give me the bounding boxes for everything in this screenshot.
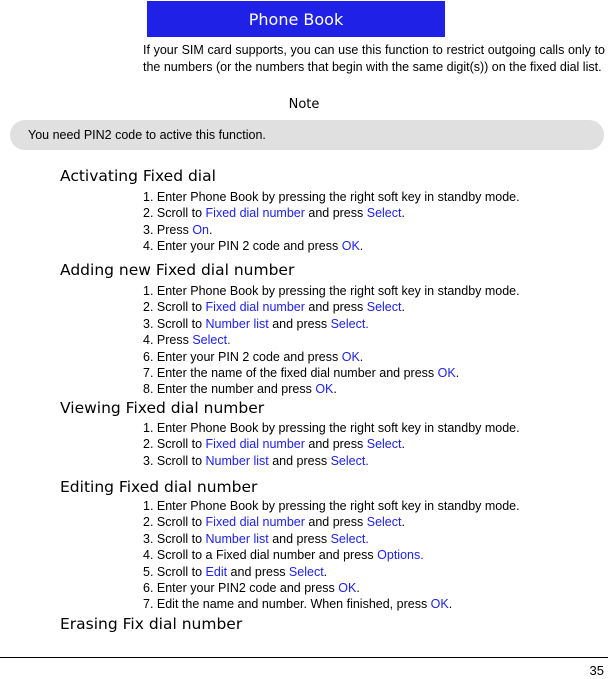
section-title-editing: Editing Fixed dial number	[60, 478, 258, 496]
highlighted-term: OK	[341, 239, 360, 254]
highlighted-term: Number list	[205, 531, 269, 546]
step-item: 4. Press Select.	[143, 333, 231, 348]
steps-viewing	[143, 420, 520, 469]
page-banner	[147, 1, 445, 37]
steps-activating	[143, 189, 520, 255]
step-item: 3. Scroll to Number list and press Select.	[143, 453, 369, 468]
step-item: 4. Scroll to a Fixed dial number and press Options.	[143, 548, 424, 563]
highlighted-term: OK	[338, 581, 357, 596]
highlighted-term: Edit	[205, 564, 228, 579]
highlighted-term: Fixed dial number	[205, 515, 305, 530]
note-heading: Note	[288, 97, 320, 112]
highlighted-term: Select	[366, 437, 402, 452]
note-box	[10, 120, 604, 150]
note-text: You need PIN2 code to active this function.	[28, 128, 266, 142]
step-item: 8. Enter the number and press OK.	[143, 382, 337, 397]
step-item: 1. Enter Phone Book by pressing the right soft key in standby mode.	[143, 284, 520, 298]
step-item: 3. Scroll to Number list and press Select.	[143, 531, 369, 546]
step-item: 2. Scroll to Fixed dial number and press Select.	[143, 300, 405, 315]
highlighted-term: On	[192, 222, 210, 237]
step-item: 1. Enter Phone Book by pressing the right soft key in standby mode.	[143, 421, 520, 435]
highlighted-term: Select	[366, 206, 402, 221]
steps-adding	[143, 283, 520, 398]
highlighted-term: Select	[366, 300, 402, 315]
highlighted-term: OK	[437, 366, 456, 381]
highlighted-term: Options.	[377, 548, 424, 563]
highlighted-term: Select	[366, 515, 402, 530]
highlighted-term: OK	[315, 382, 334, 397]
section-title-activating: Activating Fixed dial	[60, 167, 216, 185]
step-item: 2. Scroll to Fixed dial number and press Select.	[143, 515, 405, 530]
step-item: 7. Enter the name of the fixed dial number and press OK.	[143, 366, 460, 381]
banner-title: Phone Book	[248, 9, 344, 29]
highlighted-term: Select.	[330, 453, 369, 468]
steps-editing	[143, 498, 520, 613]
step-item: 1. Enter Phone Book by pressing the right soft key in standby mode.	[143, 499, 520, 513]
highlighted-term: Select.	[330, 531, 369, 546]
highlighted-term: Fixed dial number	[205, 437, 305, 452]
highlighted-term: Number list	[205, 453, 269, 468]
step-item: 4. Enter your PIN 2 code and press OK.	[143, 239, 364, 254]
highlighted-term: Select.	[330, 316, 369, 331]
page-number: 35	[589, 663, 604, 678]
step-item: 7. Edit the name and number. When finished, press OK.	[143, 597, 453, 612]
highlighted-term: OK	[430, 597, 449, 612]
highlighted-term: Fixed dial number	[205, 300, 305, 315]
step-item: 1. Enter Phone Book by pressing the right soft key in standby mode.	[143, 190, 520, 204]
step-item: 6. Enter your PIN 2 code and press OK.	[143, 349, 364, 364]
section-title-adding: Adding new Fixed dial number	[60, 261, 295, 279]
step-item: 3. Press On.	[143, 222, 213, 237]
section-title-erasing: Erasing Fix dial number	[60, 615, 243, 633]
highlighted-term: Number list	[205, 316, 269, 331]
highlighted-term: Fixed dial number	[205, 206, 305, 221]
step-item: 3. Scroll to Number list and press Select.	[143, 316, 369, 331]
step-item: 2. Scroll to Fixed dial number and press Select.	[143, 206, 405, 221]
highlighted-term: Select	[288, 564, 324, 579]
step-item: 2. Scroll to Fixed dial number and press Select.	[143, 437, 405, 452]
highlighted-term: OK	[341, 349, 360, 364]
section-title-viewing: Viewing Fixed dial number	[60, 399, 265, 417]
intro-paragraph: If your SIM card supports, you can use this function to restrict outgoing calls only to the numbers (or the numbers that begin with the same digit(s)) on the fixed dial list.	[143, 43, 605, 74]
step-item: 5. Scroll to Edit and press Select.	[143, 564, 328, 579]
highlighted-term: Select.	[192, 333, 231, 348]
step-item: 6. Enter your PIN2 code and press OK.	[143, 581, 360, 596]
footer-divider	[0, 657, 608, 658]
